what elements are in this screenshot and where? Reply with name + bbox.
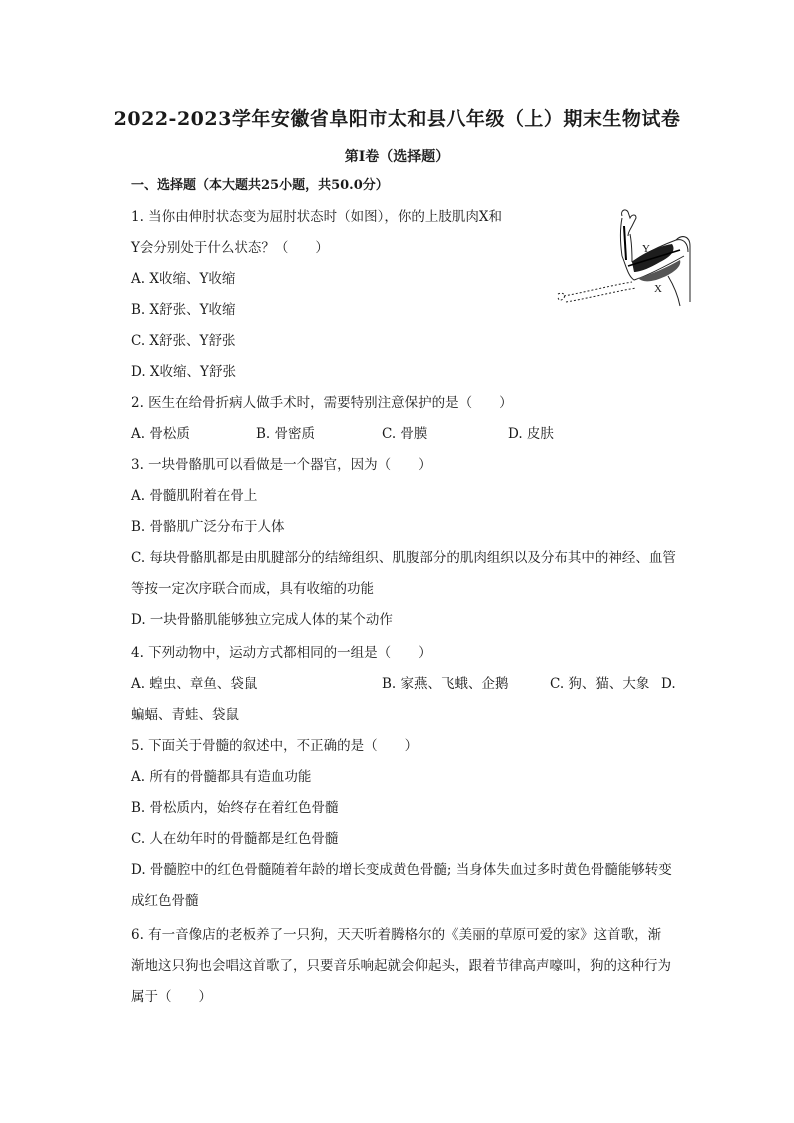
q5-stem: 5. 下面关于骨髓的叙述中，不正确的是（ ） bbox=[131, 738, 419, 754]
q3-option-c-line2: 等按一定次序联合而成，具有收缩的功能 bbox=[131, 581, 374, 597]
q4-option-b: B. 家燕、飞蛾、企鹅 bbox=[382, 676, 509, 692]
q1-option-a: A. X收缩、Y收缩 bbox=[131, 271, 236, 287]
q1-stem-line2: Y会分别处于什么状态？（ ） bbox=[131, 240, 329, 256]
q4-option-c: C. 狗、猫、大象 bbox=[550, 676, 650, 692]
q5-option-d-line1: D. 骨髓腔中的红色骨髓随着年龄的增长变成黄色骨髓; 当身体失血过多时黄色骨髓能够转变 bbox=[131, 862, 672, 878]
q4-option-d-label: D. bbox=[661, 676, 676, 692]
q2-option-d: D. 皮肤 bbox=[508, 426, 554, 442]
q2-option-b: B. 骨密质 bbox=[256, 426, 316, 442]
q3-stem: 3. 一块骨骼肌可以看做是一个器官，因为（ ） bbox=[131, 457, 432, 473]
volume-heading: 第I卷（选择题） bbox=[344, 149, 450, 165]
q6-stem-line3: 属于（ ） bbox=[131, 989, 212, 1005]
torso-outline bbox=[668, 276, 680, 306]
section-heading: 一、选择题（本大题共25小题，共50.0分） bbox=[131, 178, 389, 193]
arm-flexion-figure bbox=[556, 206, 691, 310]
extended-arm-upper bbox=[564, 282, 632, 296]
extended-hand bbox=[558, 293, 565, 300]
q3-option-a: A. 骨髓肌附着在骨上 bbox=[131, 488, 258, 504]
q5-option-d-line2: 成红色骨髓 bbox=[131, 893, 199, 909]
label-x: X bbox=[654, 283, 662, 295]
q6-stem-line2: 渐地这只狗也会唱这首歌了，只要音乐响起就会仰起头，跟着节律高声嚎叫，狗的这种行为 bbox=[131, 958, 671, 974]
q2-stem: 2. 医生在给骨折病人做手术时，需要特别注意保护的是（ ） bbox=[131, 395, 513, 411]
exam-title: 2022-2023学年安徽省阜阳市太和县八年级（上）期末生物试卷 bbox=[113, 108, 681, 130]
q1-stem-line1: 1. 当你由伸肘状态变为屈肘状态时（如图），你的上肢肌肉X和 bbox=[131, 209, 503, 225]
q1-option-b: B. X舒张、Y收缩 bbox=[131, 302, 236, 318]
q4-stem: 4. 下列动物中，运动方式都相同的一组是（ ） bbox=[131, 645, 432, 661]
q3-option-d: D. 一块骨骼肌能够独立完成人体的某个动作 bbox=[131, 612, 393, 628]
q5-option-a: A. 所有的骨髓都具有造血功能 bbox=[131, 769, 312, 785]
q1-option-c: C. X舒张、Y舒张 bbox=[131, 333, 236, 349]
q4-option-a: A. 蝗虫、章鱼、袋鼠 bbox=[131, 676, 258, 692]
extended-arm-lower bbox=[566, 288, 636, 302]
forearm-bone bbox=[624, 226, 626, 260]
q5-option-c: C. 人在幼年时的骨髓都是红色骨髓 bbox=[131, 831, 339, 847]
shoulder-outline bbox=[676, 237, 690, 302]
q3-option-c-line1: C. 每块骨骼肌都是由肌腱部分的结缔组织、肌腹部分的肌肉组织以及分布其中的神经、血管 bbox=[131, 550, 676, 566]
q4-option-d-text: 蝙蝠、青蛙、袋鼠 bbox=[131, 707, 239, 723]
q3-option-b: B. 骨骼肌广泛分布于人体 bbox=[131, 519, 285, 535]
forearm-outline-right bbox=[630, 234, 632, 262]
label-y: Y bbox=[642, 243, 650, 255]
q2-option-c: C. 骨膜 bbox=[382, 426, 428, 442]
q2-option-a: A. 骨松质 bbox=[131, 426, 190, 442]
q5-option-b: B. 骨松质内，始终存在着红色骨髓 bbox=[131, 800, 339, 816]
q6-stem-line1: 6. 有一音像店的老板养了一只狗，天天听着腾格尔的《美丽的草原可爱的家》这首歌，渐 bbox=[131, 927, 662, 943]
q1-option-d: D. X收缩、Y舒张 bbox=[131, 364, 236, 380]
forearm-outline-left bbox=[621, 218, 623, 256]
